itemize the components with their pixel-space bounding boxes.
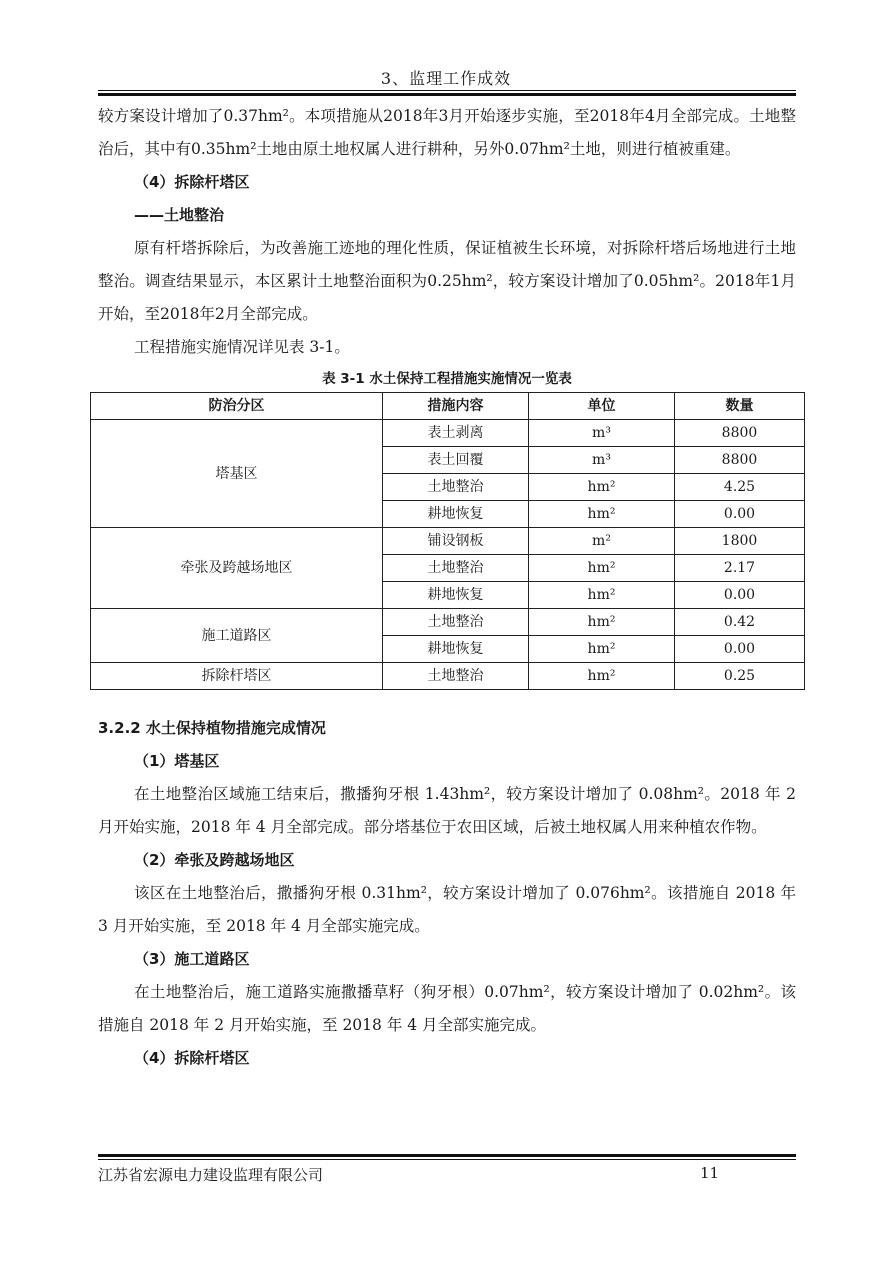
qty-cell: 4.25 (675, 474, 805, 501)
measure-cell: 表土剥离 (383, 420, 529, 447)
unit-cell: hm² (529, 474, 675, 501)
zone-cell: 拆除杆塔区 (91, 663, 383, 690)
table-row (91, 609, 805, 636)
paragraph: 该区在土地整治后，撒播狗牙根 0.31hm²，较方案设计增加了 0.076hm²。该措施自 2018 年 3 月开始实施，至 2018 年 4 月全部实施完成。 (98, 884, 796, 935)
section-heading: 3.2.2 水土保持植物措施完成情况 (98, 719, 326, 737)
measures-table (90, 392, 805, 690)
table-row (91, 420, 805, 447)
measure-cell: 土地整治 (383, 663, 529, 690)
running-header-title: 3、监理工作成效 (380, 69, 512, 88)
subheading: （4）拆除杆塔区 (134, 1049, 250, 1067)
subheading: （4）拆除杆塔区 (134, 173, 250, 191)
qty-cell: 0.25 (675, 663, 805, 690)
column-header: 措施内容 (383, 393, 529, 420)
measure-cell: 耕地恢复 (383, 501, 529, 528)
qty-cell: 0.00 (675, 501, 805, 528)
measure-cell: 表土回覆 (383, 447, 529, 474)
unit-cell: m³ (529, 420, 675, 447)
zone-cell: 塔基区 (91, 420, 383, 528)
measure-cell: 铺设钢板 (383, 528, 529, 555)
subheading: （3）施工道路区 (134, 950, 250, 968)
unit-cell: m³ (529, 447, 675, 474)
header-rule-thin (98, 90, 796, 91)
column-header: 防治分区 (91, 393, 383, 420)
paragraph: 较方案设计增加了0.37hm²。本项措施从2018年3月开始逐步实施，至2018年4月全部完成。土地整治后，其中有0.35hm²土地由原土地权属人进行耕种，另外0.07hm²土地，则进行植被重建。 (98, 107, 796, 158)
page-number: 11 (700, 1164, 720, 1182)
footer-company: 江苏省宏源电力建设监理有限公司 (98, 1166, 324, 1184)
column-header: 单位 (529, 393, 675, 420)
measure-cell: 土地整治 (383, 474, 529, 501)
unit-cell: hm² (529, 609, 675, 636)
unit-cell: m² (529, 528, 675, 555)
unit-cell: hm² (529, 663, 675, 690)
measure-cell: 土地整治 (383, 555, 529, 582)
table-header-row (91, 393, 805, 420)
table-caption: 表 3-1 水土保持工程措施实施情况一览表 (322, 371, 572, 387)
qty-cell: 8800 (675, 447, 805, 474)
qty-cell: 8800 (675, 420, 805, 447)
qty-cell: 1800 (675, 528, 805, 555)
qty-cell: 2.17 (675, 555, 805, 582)
subheading: （1）塔基区 (134, 752, 220, 770)
page-content (98, 100, 796, 1075)
zone-cell: 施工道路区 (91, 609, 383, 663)
measure-cell: 耕地恢复 (383, 636, 529, 663)
table-row (91, 663, 805, 690)
measure-cell: 耕地恢复 (383, 582, 529, 609)
footer-rule-thin (98, 1159, 796, 1160)
measure-cell: 土地整治 (383, 609, 529, 636)
column-header: 数量 (675, 393, 805, 420)
header-rule-thick (98, 93, 796, 96)
table-row (91, 528, 805, 555)
qty-cell: 0.00 (675, 636, 805, 663)
unit-cell: hm² (529, 582, 675, 609)
unit-cell: hm² (529, 636, 675, 663)
paragraph: 在土地整治后，施工道路实施撒播草籽（狗牙根）0.07hm²，较方案设计增加了 0.02hm²。该措施自 2018 年 2 月开始实施，至 2018 年 4 月全部实施完成。 (98, 983, 796, 1034)
footer-rule-thick (98, 1154, 796, 1157)
zone-cell: 牵张及跨越场地区 (91, 528, 383, 609)
subheading: ——土地整治 (134, 206, 225, 224)
qty-cell: 0.00 (675, 582, 805, 609)
unit-cell: hm² (529, 555, 675, 582)
paragraph: 原有杆塔拆除后，为改善施工迹地的理化性质，保证植被生长环境，对拆除杆塔后场地进行土地整治。调查结果显示，本区累计土地整治面积为0.25hm²，较方案设计增加了0.05hm²。2018年1月开始，至2018年2月全部完成。 (98, 239, 796, 323)
paragraph: 工程措施实施情况详见表 3-1。 (134, 338, 350, 356)
paragraph: 在土地整治区域施工结束后，撒播狗牙根 1.43hm²，较方案设计增加了 0.08hm²。2018 年 2 月开始实施，2018 年 4 月全部完成。部分塔基位于农田区域，后被土地权属人用来种植农作物。 (98, 785, 796, 836)
qty-cell: 0.42 (675, 609, 805, 636)
unit-cell: hm² (529, 501, 675, 528)
subheading: （2）牵张及跨越场地区 (134, 851, 295, 869)
